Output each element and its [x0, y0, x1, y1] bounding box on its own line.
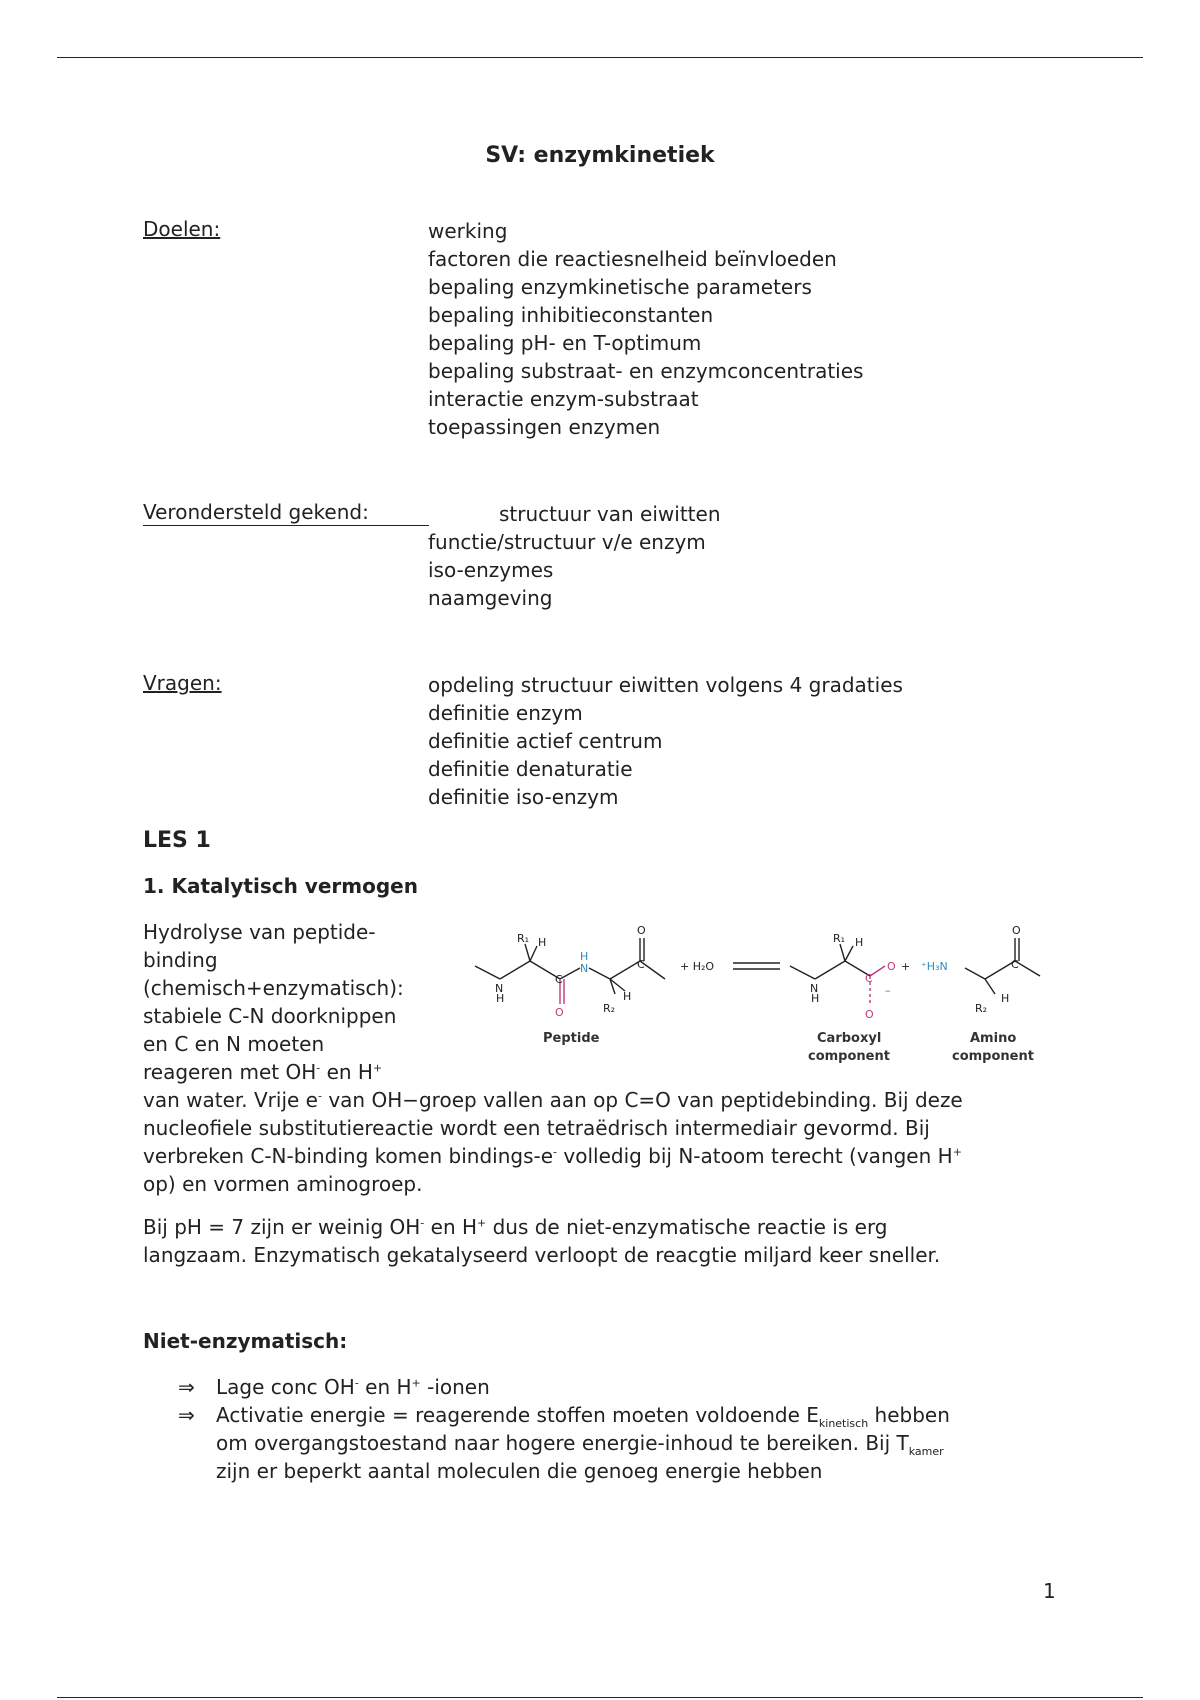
- water-label: + H₂O: [680, 960, 715, 973]
- atom-n: N: [495, 982, 504, 995]
- paragraph-hydrolyse: [143, 1086, 1063, 1198]
- top-rule: [57, 57, 1143, 58]
- text-line: Hydrolyse van peptide-: [143, 920, 376, 944]
- list-item: definitie enzym: [428, 701, 583, 725]
- niet-enzymatisch-list: [178, 1373, 1058, 1485]
- list-item: definitie actief centrum: [428, 729, 663, 753]
- plus-sign: +: [901, 960, 911, 973]
- list-item: ⇒ Activatie energie = reagerende stoffen moeten voldoende $E_{kinetisch}$ hebben om overgangstoestand naar hogere energie-inhoud te bereiken. Bij $T_{kamer}$ zijn er beperkt aantal moleculen die genoeg energie hebben: [178, 1403, 950, 1483]
- list-item: definitie iso-enzym: [428, 785, 619, 809]
- peptide-label: Peptide: [543, 1031, 600, 1046]
- list-item: opdeling structuur eiwitten volgens 4 gradaties: [428, 673, 903, 697]
- text-line: stabiele C-N doorknippen: [143, 1004, 397, 1028]
- atom-h3n: ⁺H₃N: [921, 960, 948, 973]
- text-line: (chemisch+enzymatisch):: [143, 976, 404, 1000]
- atom-o: O: [637, 924, 646, 937]
- text-line: en C en N moeten: [143, 1032, 325, 1056]
- list-item: iso-enzymes: [428, 558, 554, 582]
- arrow-icon: ⇒: [178, 1375, 195, 1399]
- atom-h: H: [811, 992, 820, 1005]
- atom-h: H: [580, 950, 589, 963]
- atom-h: H: [855, 936, 864, 949]
- carboxyl-label: Carboxyl: [817, 1031, 882, 1046]
- carboxyl-label: component: [808, 1049, 890, 1064]
- atom-o: O: [865, 1008, 874, 1021]
- verondersteld-list: [428, 528, 706, 612]
- list-item: toepassingen enzymen: [428, 415, 661, 439]
- list-item: ⇒ Lage conc OH- en H+ -ionen: [178, 1375, 490, 1399]
- verondersteld-label-text: Verondersteld gekend:: [143, 500, 369, 524]
- les-heading: LES 1: [143, 828, 211, 853]
- text-line: op) en vormen aminogroep.: [143, 1172, 423, 1196]
- atom-c: C: [555, 973, 563, 986]
- niet-enzymatisch-heading: Niet-enzymatisch:: [143, 1329, 348, 1353]
- paragraph-ph: [143, 1213, 1063, 1269]
- list-item: definitie denaturatie: [428, 757, 633, 781]
- vragen-label: Vragen:: [143, 671, 222, 695]
- atom-n: N: [810, 982, 819, 995]
- doelen-list: [428, 217, 863, 441]
- atom-minus: –: [885, 984, 891, 997]
- vragen-list: [428, 671, 903, 811]
- atom-o: O: [887, 960, 896, 973]
- atom-r1: R₁: [517, 932, 530, 945]
- text-line: Bij pH = 7 zijn er weinig OH- en H+ dus de niet-enzymatische reactie is erg: [143, 1215, 888, 1239]
- atom-n: N: [580, 962, 589, 975]
- text-line: langzaam. Enzymatisch gekatalyseerd verloopt de reacgtie miljard keer sneller.: [143, 1243, 941, 1267]
- arrow-icon: ⇒: [178, 1403, 195, 1427]
- amino-label: Amino: [970, 1031, 1017, 1046]
- atom-r1: R₁: [833, 932, 846, 945]
- atom-h: H: [496, 992, 505, 1005]
- list-item: interactie enzym-substraat: [428, 387, 699, 411]
- page-title: SV: enzymkinetiek: [485, 143, 715, 168]
- bottom-rule: [57, 1697, 1143, 1698]
- text-line: binding: [143, 948, 218, 972]
- list-item: bepaling pH- en T-optimum: [428, 331, 702, 355]
- hydrolyse-text: [143, 918, 443, 1086]
- list-item: naamgeving: [428, 586, 553, 610]
- list-item: bepaling enzymkinetische parameters: [428, 275, 812, 299]
- atom-c: C: [637, 958, 645, 971]
- list-item: factoren die reactiesnelheid beïnvloeden: [428, 247, 837, 271]
- atom-o: O: [1012, 924, 1021, 937]
- list-item: functie/structuur v/e enzym: [428, 530, 706, 554]
- verondersteld-label: [143, 500, 429, 526]
- text-line: verbreken C-N-binding komen bindings-e- volledig bij N-atoom terecht (vangen H+: [143, 1144, 962, 1168]
- atom-r2: R₂: [975, 1002, 988, 1015]
- verondersteld-first: structuur van eiwitten: [499, 502, 721, 526]
- page-number: 1: [1043, 1579, 1056, 1603]
- list-item: bepaling substraat- en enzymconcentraties: [428, 359, 864, 383]
- atom-h: H: [623, 990, 632, 1003]
- amino-label: component: [952, 1049, 1034, 1064]
- list-item: bepaling inhibitieconstanten: [428, 303, 714, 327]
- text-line: nucleofiele substitutiereactie wordt een tetraëdrisch intermediair gevormd. Bij: [143, 1116, 930, 1140]
- text-line: van water. Vrije e- van OH−groep vallen aan op C=O van peptidebinding. Bij deze: [143, 1088, 963, 1112]
- atom-h: H: [1001, 992, 1010, 1005]
- atom-o: O: [555, 1006, 564, 1019]
- section-heading: 1. Katalytisch vermogen: [143, 874, 418, 898]
- atom-h: H: [538, 936, 547, 949]
- atom-r2: R₂: [603, 1002, 616, 1015]
- text-line: reageren met OH- en H+: [143, 1060, 383, 1084]
- doelen-label: Doelen:: [143, 217, 221, 241]
- atom-c: C: [1011, 958, 1019, 971]
- peptide-hydrolysis-figure: [465, 916, 1065, 1068]
- atom-c: C: [865, 972, 873, 985]
- list-item: werking: [428, 219, 508, 243]
